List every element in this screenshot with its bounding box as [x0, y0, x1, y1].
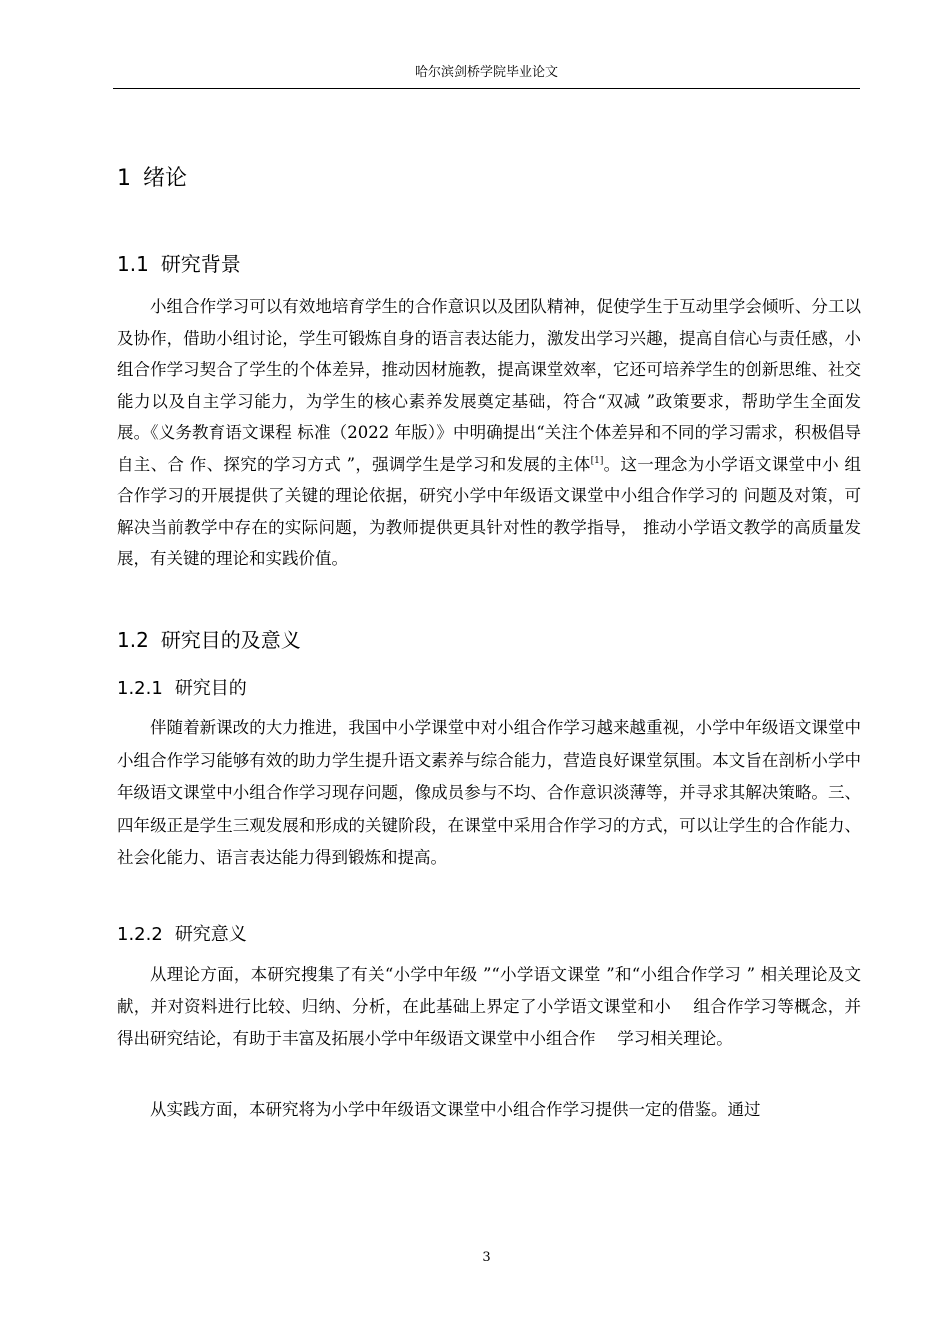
section-heading-purpose [117, 626, 301, 654]
subsection-number: 1.2.2 [117, 924, 163, 945]
chapter-title: 绪论 [143, 166, 188, 191]
background-text-part1: 小组合作学习可以有效地培育学生的合作意识以及团队精神，促使学生于互动里学会倾听、分工以及协作，借助小组讨论，学生可锻炼自身的语言表达能力，激发出学习兴趣，提高自信心与责任感，小组合作学习契合了学生的个体差异，推动因材施教，提高课堂效率，它还可培养学生的创新思维、社交能力以及自主学习能力，为学生的核心素养发展奠定基础，符合“双减 ”政策要求，帮助学生全面发展。《义务教育语文课程 标准（2022 年版）》中明确提出“关注个体差异和不同的学习需求，积极倡导自主、合 作、探究的学习方式 ”，强调学生是学习和发展的主体 [117, 297, 861, 474]
subsection-heading-goal [117, 676, 247, 702]
subsection-title: 研究意义 [174, 924, 247, 945]
section-title: 研究目的及意义 [160, 628, 301, 652]
header-divider [113, 88, 860, 89]
practice-significance-paragraph: 从实践方面，本研究将为小学中年级语文课堂中小组合作学习提供一定的借鉴。通过 [150, 1100, 761, 1119]
section-title: 研究背景 [160, 252, 241, 276]
theory-significance-paragraph: 从理论方面，本研究搜集了有关“小学中年级 ”“小学语文课堂 ”和“小组合作学习 ” 相关理论及文献，并对资料进行比较、归纳、分析，在此基础上界定了小学语文课堂和小 组合作学习等概念，并得出研究结论，有助于丰富及拓展小学中年级语文课堂中小组合作 学习相关理论。 [117, 965, 861, 1048]
citation-reference: [1] [590, 455, 604, 466]
background-paragraph [117, 291, 861, 575]
page-number: 3 [482, 1250, 491, 1265]
goal-paragraph: 伴随着新课改的大力推进，我国中小学课堂中对小组合作学习越来越重视，小学中年级语文课堂中小组合作学习能够有效的助力学生提升语文素养与综合能力，营造良好课堂氛围。本文旨在剖析小学中年级语文课堂中小组合作学习现存问题，像成员参与不均、合作意识淡薄等，并寻求其解决策略。三、四年级正是学生三观发展和形成的关键阶段，在课堂中采用合作学习的方式，可以让学生的合作能力、社会化能力、语言表达能力得到锻炼和提高。 [117, 718, 861, 867]
subsection-title: 研究目的 [174, 678, 247, 699]
subsection-number: 1.2.1 [117, 678, 163, 699]
background-text-part2: 。这一理念为小学语文课堂中小 组合作学习的开展提供了关键的理论依据，研究小学中年级语文课堂中小组合作学习的 问题及对策，可解决当前教学中存在的实际问题，为教师提供更具针对性的教学指导， 推动小学语文教学的高质量发展，有关键的理论和实践价值。 [117, 454, 861, 568]
chapter-number: 1 [117, 166, 131, 191]
page-header: 哈尔滨剑桥学院毕业论文 [414, 65, 558, 80]
section-heading-background [117, 250, 241, 278]
section-number: 1.2 [117, 628, 149, 652]
section-number: 1.1 [117, 252, 149, 276]
chapter-heading [117, 164, 187, 194]
subsection-heading-significance [117, 922, 247, 948]
